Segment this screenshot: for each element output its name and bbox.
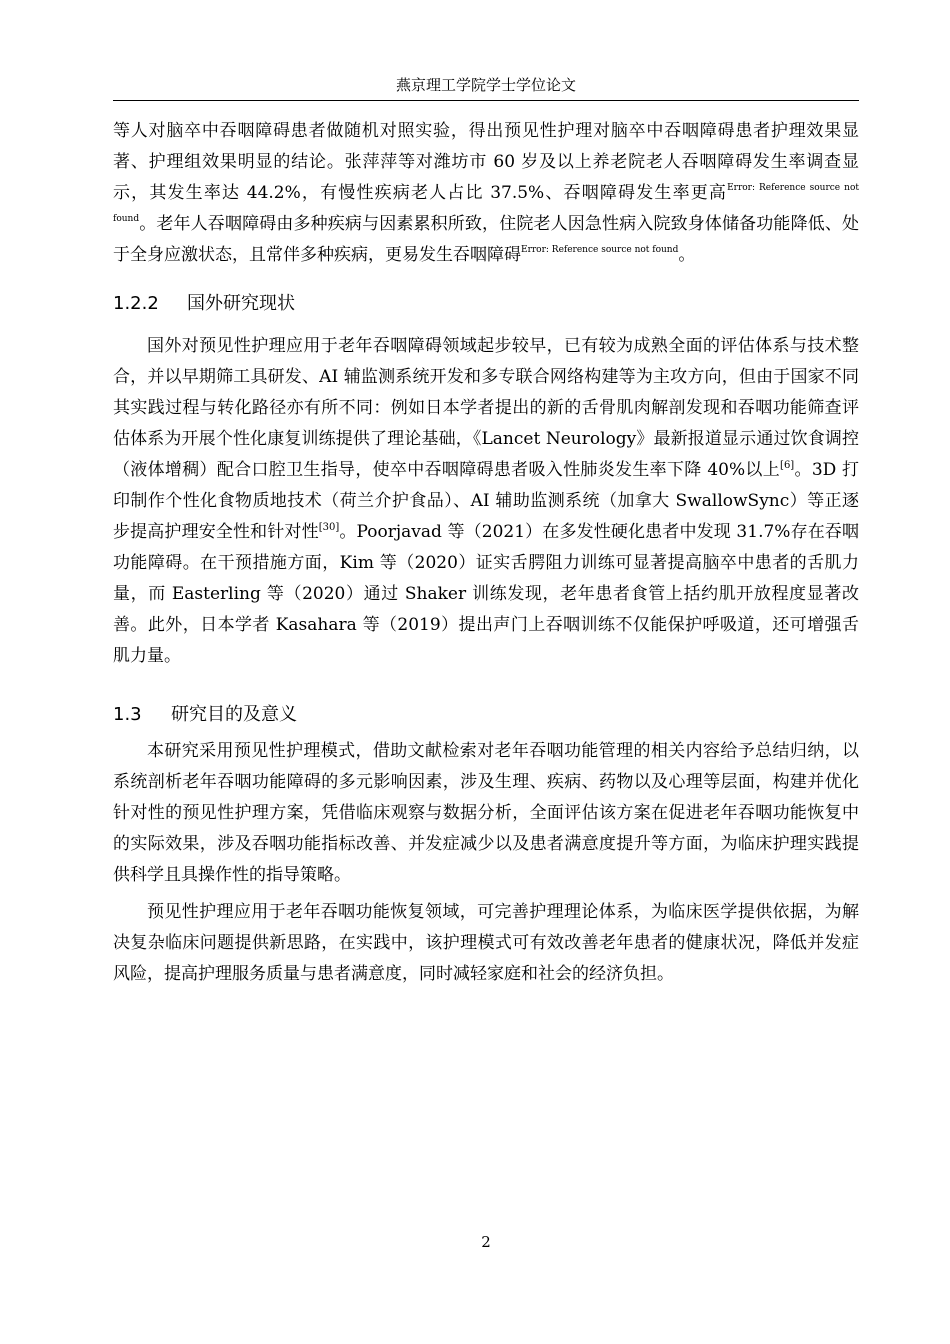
intro-paragraph — [113, 116, 859, 271]
reference-error-2: Error: Reference source not found — [521, 245, 679, 255]
page-body — [113, 116, 859, 990]
intro-text-1: 等人对脑卒中吞咽障碍患者做随机对照实验，得出预见性护理对脑卒中吞咽障碍患者护理效果显著、护理组效果明显的结论。张萍萍等对潍坊市 60 岁及以上养老院老人吞咽障碍发生率调查显示，其发生率达 44.2%，有慢性疾病老人占比 37.5%、吞咽障碍发生率更高 — [113, 121, 859, 203]
intro-text-2: 。老年人吞咽障碍由多种疾病与因素累积所致，住院老人因急性病入院致身体储备功能降低、处于全身应激状态，且常伴多种疾病，更易发生吞咽障碍 — [113, 214, 859, 265]
foreign-research-paragraph — [113, 331, 859, 672]
page-number: 2 — [481, 1233, 491, 1251]
section-title: 国外研究现状 — [187, 293, 295, 314]
foreign-text-1: 国外对预见性护理应用于老年吞咽障碍领域起步较早，已有较为成熟全面的评估体系与技术整合，并以早期筛工具研发、AI 辅监测系统开发和多专联合网络构建等为主攻方向，但由于国家不同其实践过程与转化路径亦有所不同：例如日本学者提出的新的舌骨肌肉解剖发现和吞咽功能筛查评估体系为开展个性化康复训练提供了理论基础，《Lancet Neurology》最新报道显示通过饮食调控（液体增稠）配合口腔卫生指导，使卒中吞咽障碍患者吸入性肺炎发生率下降 40%以上 — [113, 336, 859, 480]
purpose-paragraph-1: 本研究采用预见性护理模式，借助文献检索对老年吞咽功能管理的相关内容给予总结归纳，以系统剖析老年吞咽功能障碍的多元影响因素，涉及生理、疾病、药物以及心理等层面，构建并优化针对性的预见性护理方案，凭借临床观察与数据分析，全面评估该方案在促进老年吞咽功能恢复中的实际效果，涉及吞咽功能指标改善、并发症减少以及患者满意度提升等方面，为临床护理实践提供科学且具操作性的指导策略。 — [113, 741, 859, 885]
foreign-text-2: 。3D 打印制作个性化食物质地技术（荷兰介护食品）、AI 辅助监测系统（加拿大 SwallowSync）等正逐步提高护理安全性和针对性 — [113, 460, 860, 542]
page-header: 燕京理工学院学士学位论文 — [395, 76, 576, 94]
header-rule — [113, 100, 859, 101]
purpose-paragraph-2: 预见性护理应用于老年吞咽功能恢复领域，可完善护理理论体系，为临床医学提供依据，为解决复杂临床问题提供新思路，在实践中，该护理模式可有效改善老年患者的健康状况，降低并发症风险，提高护理服务质量与患者满意度，同时减轻家庭和社会的经济负担。 — [113, 902, 859, 984]
foreign-text-3: 。Poorjavad 等（2021）在多发性硬化患者中发现 31.7%存在吞咽功能障碍。在干预措施方面，Kim 等（2020）证实舌腭阻力训练可显著提高脑卒中患者的舌肌力量，而 Easterling 等（2020）通过 Shaker 训练发现，老年患者食管上括约肌开放程度显著改善。此外，日本学者 Kasahara 等（2019）提出声门上吞咽训练不仅能保护呼吸道，还可增强舌肌力量。 — [113, 522, 860, 666]
section-number: 1.3 — [113, 704, 142, 725]
citation-30: [30] — [318, 522, 340, 533]
section-heading-1-2-2 — [113, 291, 859, 317]
intro-text-3: 。 — [678, 245, 696, 265]
reference-error-1: Error: Reference source not found — [113, 183, 859, 224]
citation-6: [6] — [780, 460, 795, 471]
section-number: 1.2.2 — [113, 293, 159, 314]
section-heading-1-3 — [113, 702, 859, 728]
section-title: 研究目的及意义 — [171, 704, 297, 725]
